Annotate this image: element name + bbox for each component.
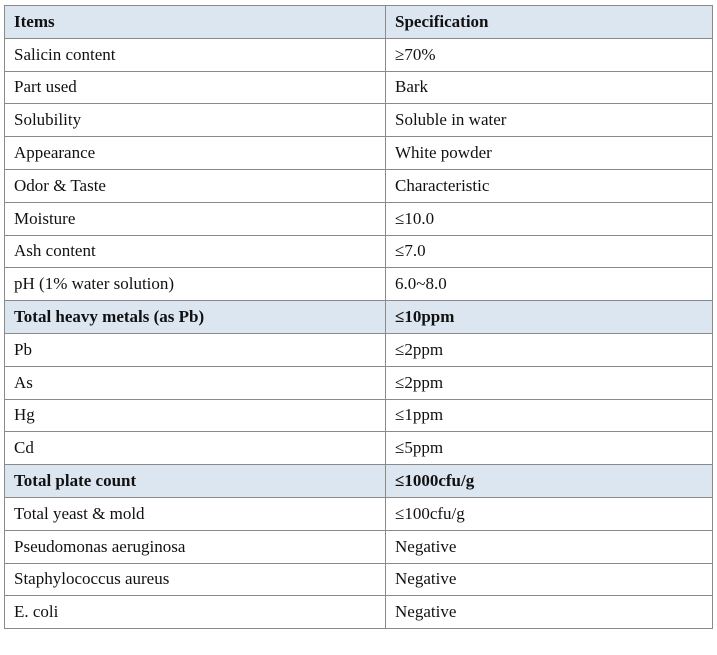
spec-cell: 6.0~8.0 [386,268,713,301]
item-cell: E. coli [5,596,386,629]
table-row [5,596,713,629]
item-cell: Ash content [5,235,386,268]
table-row [5,268,713,301]
table-row [5,137,713,170]
item-cell: Total yeast & mold [5,497,386,530]
spec-cell: ≤1000cfu/g [386,465,713,498]
item-cell: Pseudomonas aeruginosa [5,530,386,563]
spec-cell: ≥70% [386,38,713,71]
spec-cell: ≤100cfu/g [386,497,713,530]
table-row [5,497,713,530]
table-row [5,38,713,71]
spec-cell: Soluble in water [386,104,713,137]
spec-cell: ≤2ppm [386,366,713,399]
item-cell: Total plate count [5,465,386,498]
spec-cell: ≤1ppm [386,399,713,432]
table-row [5,71,713,104]
spec-cell: ≤7.0 [386,235,713,268]
spec-cell: ≤2ppm [386,333,713,366]
table-section-row-heavy-metals [5,301,713,334]
item-cell: Moisture [5,202,386,235]
spec-cell: White powder [386,137,713,170]
spec-cell: Bark [386,71,713,104]
table-row [5,333,713,366]
item-cell: As [5,366,386,399]
item-cell: Pb [5,333,386,366]
spec-cell: ≤5ppm [386,432,713,465]
table-row [5,432,713,465]
spec-cell: Negative [386,530,713,563]
header-items: Items [5,6,386,39]
spec-cell: Negative [386,596,713,629]
spec-cell: ≤10ppm [386,301,713,334]
header-specification: Specification [386,6,713,39]
table-row [5,530,713,563]
item-cell: Odor & Taste [5,169,386,202]
table-row [5,104,713,137]
item-cell: Appearance [5,137,386,170]
item-cell: Part used [5,71,386,104]
spec-cell: ≤10.0 [386,202,713,235]
table-header-row [5,6,713,39]
table-body [5,38,713,628]
table-section-row-plate-count [5,465,713,498]
table-row [5,169,713,202]
item-cell: pH (1% water solution) [5,268,386,301]
item-cell: Total heavy metals (as Pb) [5,301,386,334]
spec-cell: Characteristic [386,169,713,202]
table-row [5,366,713,399]
specification-table [4,5,713,629]
item-cell: Hg [5,399,386,432]
item-cell: Staphylococcus aureus [5,563,386,596]
item-cell: Cd [5,432,386,465]
item-cell: Solubility [5,104,386,137]
table-row [5,399,713,432]
table-row [5,563,713,596]
item-cell: Salicin content [5,38,386,71]
table-row [5,202,713,235]
table-row [5,235,713,268]
spec-cell: Negative [386,563,713,596]
